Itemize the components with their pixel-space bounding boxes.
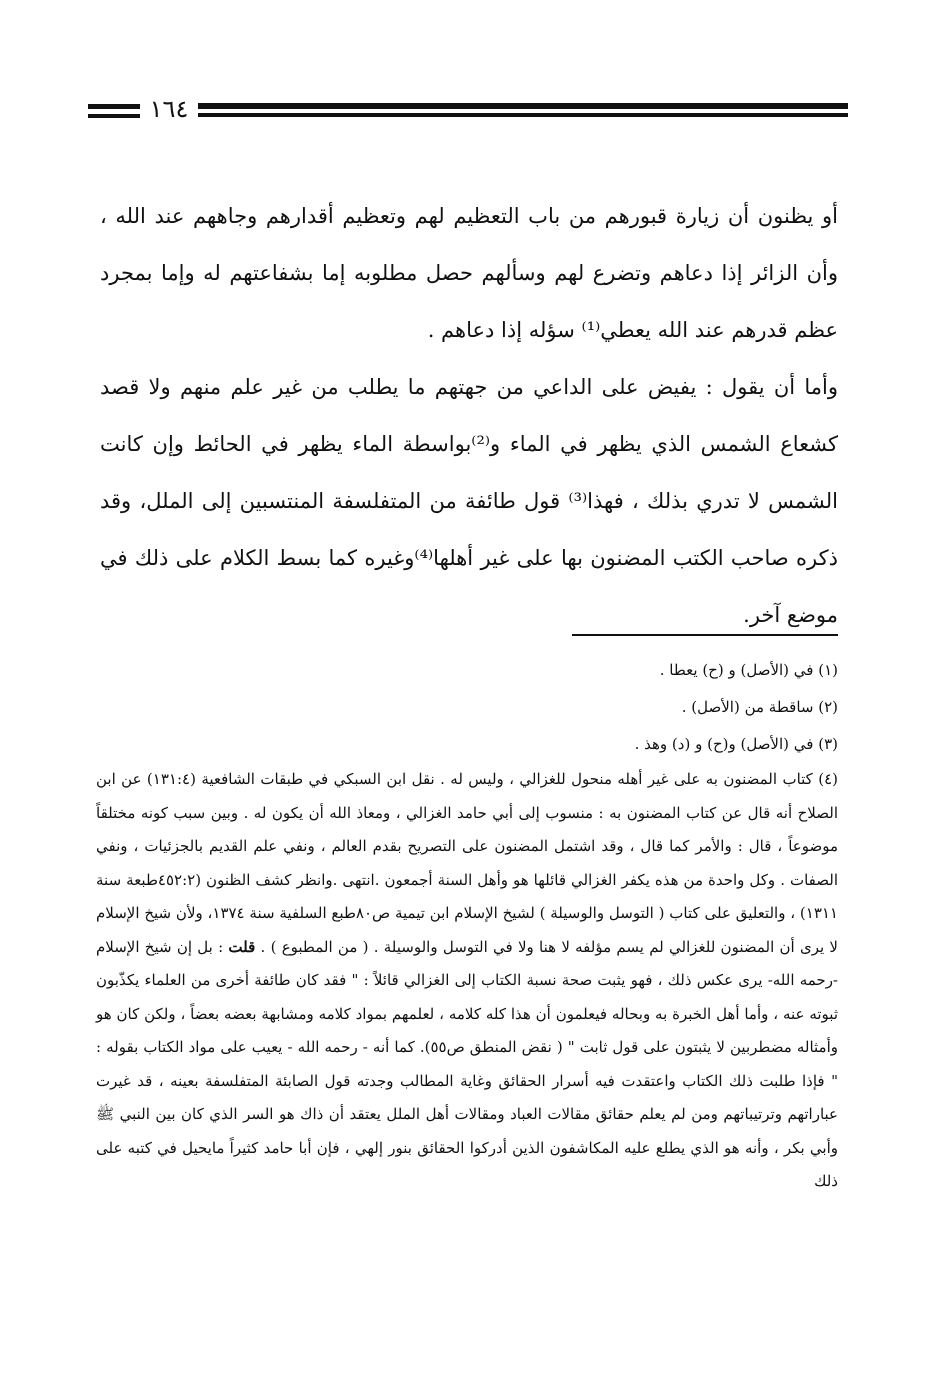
footnote-text: : بل إن شيخ الإسلام -رحمه الله- يرى عكس ذلك ، فهو يثبت صحة نسبة الكتاب إلى الغزالي قائلاً : " فقد كان طائفة أخرى من العلماء يكذّبون ثبوته عنه ، وأما أهل الخبرة به وبحاله فيعلمون أن هذا كله كلامه ، لعلمهم بمواد كلامه ومشابهة بعضه بعضاً ، ولكن كان هو وأمثاله مضطربين لا يثبتون على قول ثابت " ( نقض المنطق ص٥٥). كما أنه - رحمه الله - يعيب على مواد الكتاب بقوله : " فإذا طلبت ذلك الكتاب واعتقدت فيه أسرار الحقائق وغاية المطالب وجدته قول الصابئة المتفلسفة بعينه ، قد غيرت عباراتهم وترتيباتهم ومن لم يعلم حقائق مقالات العباد ومقالات أهل الملل يعتقد أن ذاك هو السر الذي كان بين النبي ﷺ وأبي بكر ، وأنه هو الذي يطلع عليه المكاشفون الذين أدركوا الحقائق بنور إلهي ، فإن أبا حامد كثيراً مايحيل في كتبه على ذلك [96, 937, 838, 1190]
footnote-text: (٤) كتاب المضنون به على غير أهله منحول للغزالي ، وليس له . نقل ابن السبكي في طبقات الشافعية (١٣١:٤) عن ابن الصلاح أنه قال عن كتاب المضنون به : منسوب إلى أبي حامد الغزالي ، ومعاذ الله أن يكون له . وبين سبب كونه مختلقاً موضوعاً ، قال : والأمر كما قال ، وقد اشتمل المضنون على التصريح بقدم العالم ، ونفي علم القديم بالجزئيات ، ونفي الصفات . وكل واحدة من هذه يكفر الغزالي قائلها هو وأهل السنة أجمعون .انتهى .وانظر كشف الظنون (٤٥٢:٢طبعة سنة ١٣١١) ، والتعليق على كتاب ( التوسل والوسيلة ) لشيخ الإسلام ابن تيمية ص٨٠طبع السلفية سنة ١٣٧٤، ولأن شيخ الإسلام لا يرى أن المضنون للغزالي لم يسم مؤلفه لا هنا ولا في التوسل والوسيلة . ( من المطبوع ) . [96, 770, 838, 956]
page-number: ١٦٤ [149, 95, 189, 123]
header-rule [88, 114, 140, 118]
footnote: (١) في (الأصل) و (ح) يعطا . [659, 661, 838, 679]
footnote: (٣) في (الأصل) و(ح) و (د) وهذ . [634, 735, 838, 753]
paragraph: أو يظنون أن زيارة قبورهم من باب التعظيم لهم وتعظيم أقدارهم وجاههم عند الله ، وأن الزائر إذا دعاهم وتضرع لهم وسألهم حصل مطلوبه إما بشفاعتهم له وإما بمجرد عظم قدرهم عند الله يعطي⁽¹⁾ سؤله إذا دعاهم . [100, 204, 838, 342]
page-header [88, 95, 848, 128]
footnote: (٢) ساقطة من (الأصل) . [681, 698, 838, 716]
main-text [100, 188, 838, 644]
footnotes [96, 652, 838, 1199]
footnote-separator [572, 634, 838, 636]
footnote [96, 763, 838, 1199]
header-rule [198, 113, 848, 117]
paragraph: وأما أن يقول : يفيض على الداعي من جهتهم ما يطلب من غير علم منهم ولا قصد كشعاع الشمس الذي يظهر في الماء و⁽²⁾بواسطة الماء يظهر في الحائط وإن كانت الشمس لا تدري بذلك ، فهذا⁽³⁾ قول طائفة من المتفلسفة المنتسبين إلى الملل، وقد ذكره صاحب الكتب المضنون بها على غير أهلها⁽⁴⁾وغيره كما بسط الكلام على ذلك في موضع آخر. [100, 375, 838, 627]
footnote-emphasis: قلت [228, 937, 256, 956]
header-rule [88, 104, 140, 109]
header-rule [198, 103, 848, 109]
